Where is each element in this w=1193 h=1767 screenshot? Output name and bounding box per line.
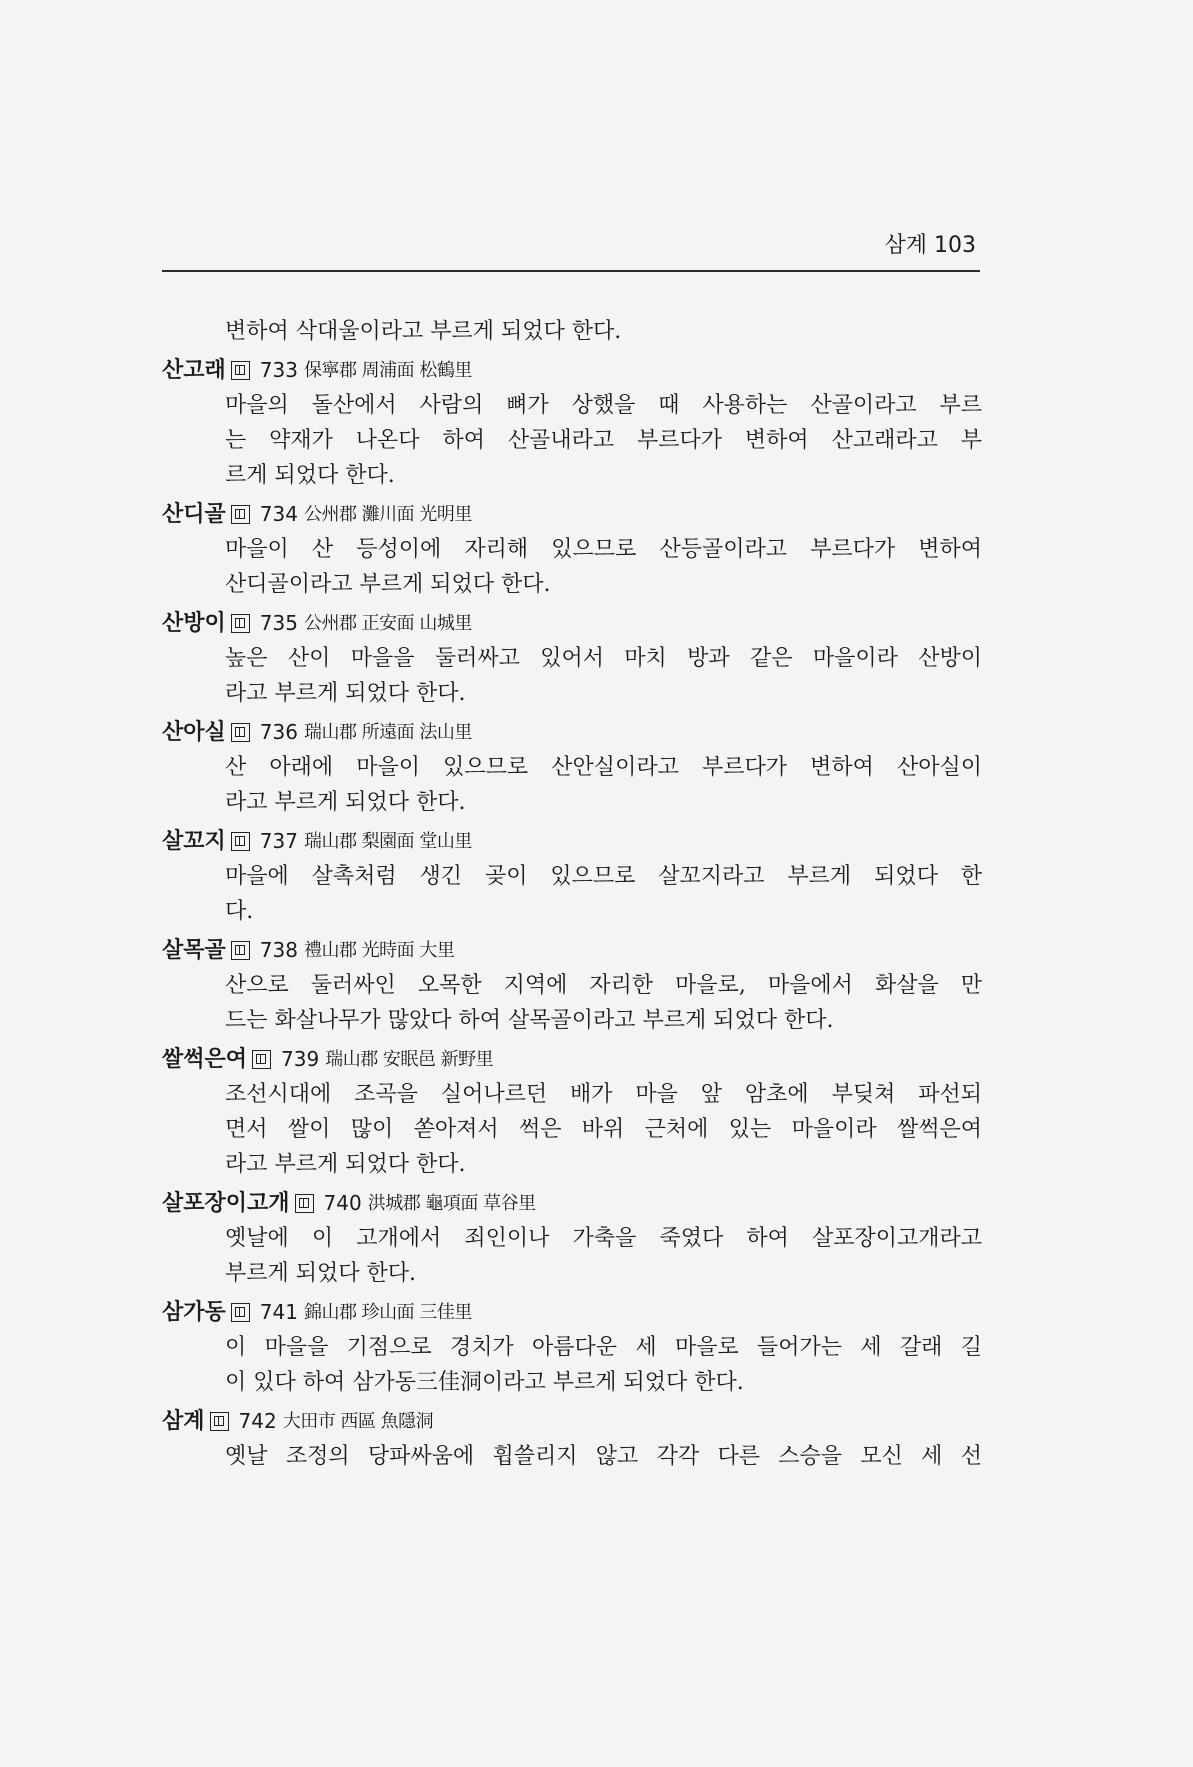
description-line: 드는 화살나무가 많았다 하여 살목골이라고 부르게 되었다 한다.	[225, 1008, 834, 1033]
entry-location: 瑞山郡 所遠面 法山里	[303, 722, 472, 743]
entry-location: 瑞山郡 梨園面 堂山里	[303, 831, 472, 852]
entry-headword: 산아실	[162, 720, 226, 745]
entry-location: 錦山郡 珍山面 三佳里	[303, 1302, 472, 1323]
entry-location: 公州郡 正安面 山城里	[303, 613, 472, 634]
entry-headword: 산고래	[162, 358, 226, 383]
entry-number: 734	[259, 502, 298, 526]
entry-number: 738	[259, 938, 298, 962]
description-line: 라고 부르게 되었다 한다.	[225, 790, 466, 815]
entry-location: 禮山郡 光時面 大里	[303, 940, 455, 961]
entry-description	[162, 388, 982, 493]
entry-number: 737	[259, 829, 298, 853]
entry-headword: 삼계	[162, 1409, 205, 1434]
entry-description	[162, 1330, 982, 1400]
entry-description	[162, 641, 982, 711]
village-box-icon	[231, 361, 250, 380]
entry-location: 公州郡 灘川面 光明里	[303, 504, 472, 525]
entry-description	[162, 859, 982, 929]
pass-box-icon	[295, 1194, 314, 1213]
description-line: 마을이 산 등성이에 자리해 있으므로 산등골이라고 부르다가 변하여	[225, 537, 982, 562]
page-header	[162, 228, 980, 272]
village-box-icon	[231, 941, 250, 960]
entries-content	[162, 314, 982, 1474]
dictionary-entry	[162, 353, 982, 493]
dictionary-entry	[162, 824, 982, 929]
entry-head-line	[162, 606, 982, 641]
dictionary-entry	[162, 1404, 982, 1474]
description-line: 산으로 둘러싸인 오목한 지역에 자리한 마을로, 마을에서 화살을 만	[225, 973, 982, 998]
description-line: 라고 부르게 되었다 한다.	[225, 1152, 466, 1177]
village-box-icon	[210, 1412, 229, 1431]
dictionary-entry	[162, 497, 982, 602]
entry-location: 瑞山郡 安眠邑 新野里	[325, 1049, 494, 1070]
entry-number: 741	[259, 1300, 298, 1324]
entry-headword: 삼가동	[162, 1300, 226, 1325]
entry-head-line	[162, 824, 982, 859]
description-line: 마을에 살촉처럼 생긴 곶이 있으므로 살꼬지라고 부르게 되었다 한	[225, 864, 982, 889]
description-line: 부르게 되었다 한다.	[225, 1261, 416, 1286]
village-box-icon	[231, 614, 250, 633]
entry-number: 736	[259, 720, 298, 744]
entry-head-line	[162, 715, 982, 750]
entry-location: 保寧郡 周浦面 松鶴里	[303, 360, 472, 381]
running-head: 삼계 103	[884, 233, 976, 258]
description-line: 라고 부르게 되었다 한다.	[225, 681, 466, 706]
entry-description	[162, 750, 982, 820]
description-line: 옛날에 이 고개에서 죄인이나 가축을 죽였다 하여 살포장이고개라고	[225, 1226, 982, 1251]
entry-head-line	[162, 1042, 982, 1077]
dictionary-entry	[162, 715, 982, 820]
village-box-icon	[231, 1303, 250, 1322]
dictionary-entry	[162, 1186, 982, 1291]
entry-description	[162, 1077, 982, 1182]
description-line: 면서 쌀이 많이 쏟아져서 썩은 바위 근처에 있는 마을이라 쌀썩은여	[225, 1117, 982, 1142]
entry-number: 735	[259, 611, 298, 635]
entry-head-line	[162, 1404, 982, 1439]
village-box-icon	[231, 723, 250, 742]
continuation-text: 변하여 삭대울이라고 부르게 되었다 한다.	[225, 319, 622, 344]
entry-head-line	[162, 1186, 982, 1221]
dictionary-entry	[162, 1295, 982, 1400]
entry-number: 740	[323, 1191, 362, 1215]
description-line: 다.	[225, 899, 254, 924]
description-line: 이 마을을 기점으로 경치가 아름다운 세 마을로 들어가는 세 갈래 길	[225, 1335, 982, 1360]
entry-headword: 살포장이고개	[162, 1191, 290, 1216]
description-line: 옛날 조정의 당파싸움에 휩쓸리지 않고 각각 다른 스승을 모신 세 선	[225, 1444, 982, 1469]
entry-description	[162, 1221, 982, 1291]
entry-number: 733	[259, 358, 298, 382]
description-line: 마을의 돌산에서 사람의 뼈가 상했을 때 사용하는 산골이라고 부르	[225, 393, 982, 418]
dictionary-entry	[162, 933, 982, 1038]
entry-location: 大田市 西區 魚隱洞	[282, 1411, 434, 1432]
description-line: 이 있다 하여 삼가동三佳洞이라고 부르게 되었다 한다.	[225, 1370, 744, 1395]
dictionary-entry	[162, 606, 982, 711]
entry-description	[162, 1439, 982, 1474]
village-box-icon	[252, 1050, 271, 1069]
entry-headword: 산디골	[162, 502, 226, 527]
entry-description	[162, 532, 982, 602]
entry-headword: 살꼬지	[162, 829, 226, 854]
entry-head-line	[162, 933, 982, 968]
description-line: 산 아래에 마을이 있으므로 산안실이라고 부르다가 변하여 산아실이	[225, 755, 982, 780]
description-line: 조선시대에 조곡을 실어나르던 배가 마을 앞 암초에 부딪쳐 파선되	[225, 1082, 982, 1107]
village-box-icon	[231, 505, 250, 524]
entry-description	[162, 968, 982, 1038]
entry-headword: 쌀썩은여	[162, 1047, 248, 1072]
entry-head-line	[162, 353, 982, 388]
entry-headword: 살목골	[162, 938, 226, 963]
entry-number: 739	[281, 1047, 320, 1071]
entry-location: 洪城郡 龜項面 草谷里	[367, 1193, 536, 1214]
description-line: 는 약재가 나온다 하여 산골내라고 부르다가 변하여 산고래라고 부	[225, 428, 982, 453]
entry-headword: 산방이	[162, 611, 226, 636]
description-line: 르게 되었다 한다.	[225, 463, 395, 488]
entry-head-line	[162, 497, 982, 532]
entry-number: 742	[238, 1409, 277, 1433]
village-box-icon	[231, 832, 250, 851]
entry-head-line	[162, 1295, 982, 1330]
dictionary-entry	[162, 1042, 982, 1182]
entry-list	[162, 353, 982, 1474]
description-line: 높은 산이 마을을 둘러싸고 있어서 마치 방과 같은 마을이라 산방이	[225, 646, 982, 671]
description-line: 산디골이라고 부르게 되었다 한다.	[225, 572, 551, 597]
